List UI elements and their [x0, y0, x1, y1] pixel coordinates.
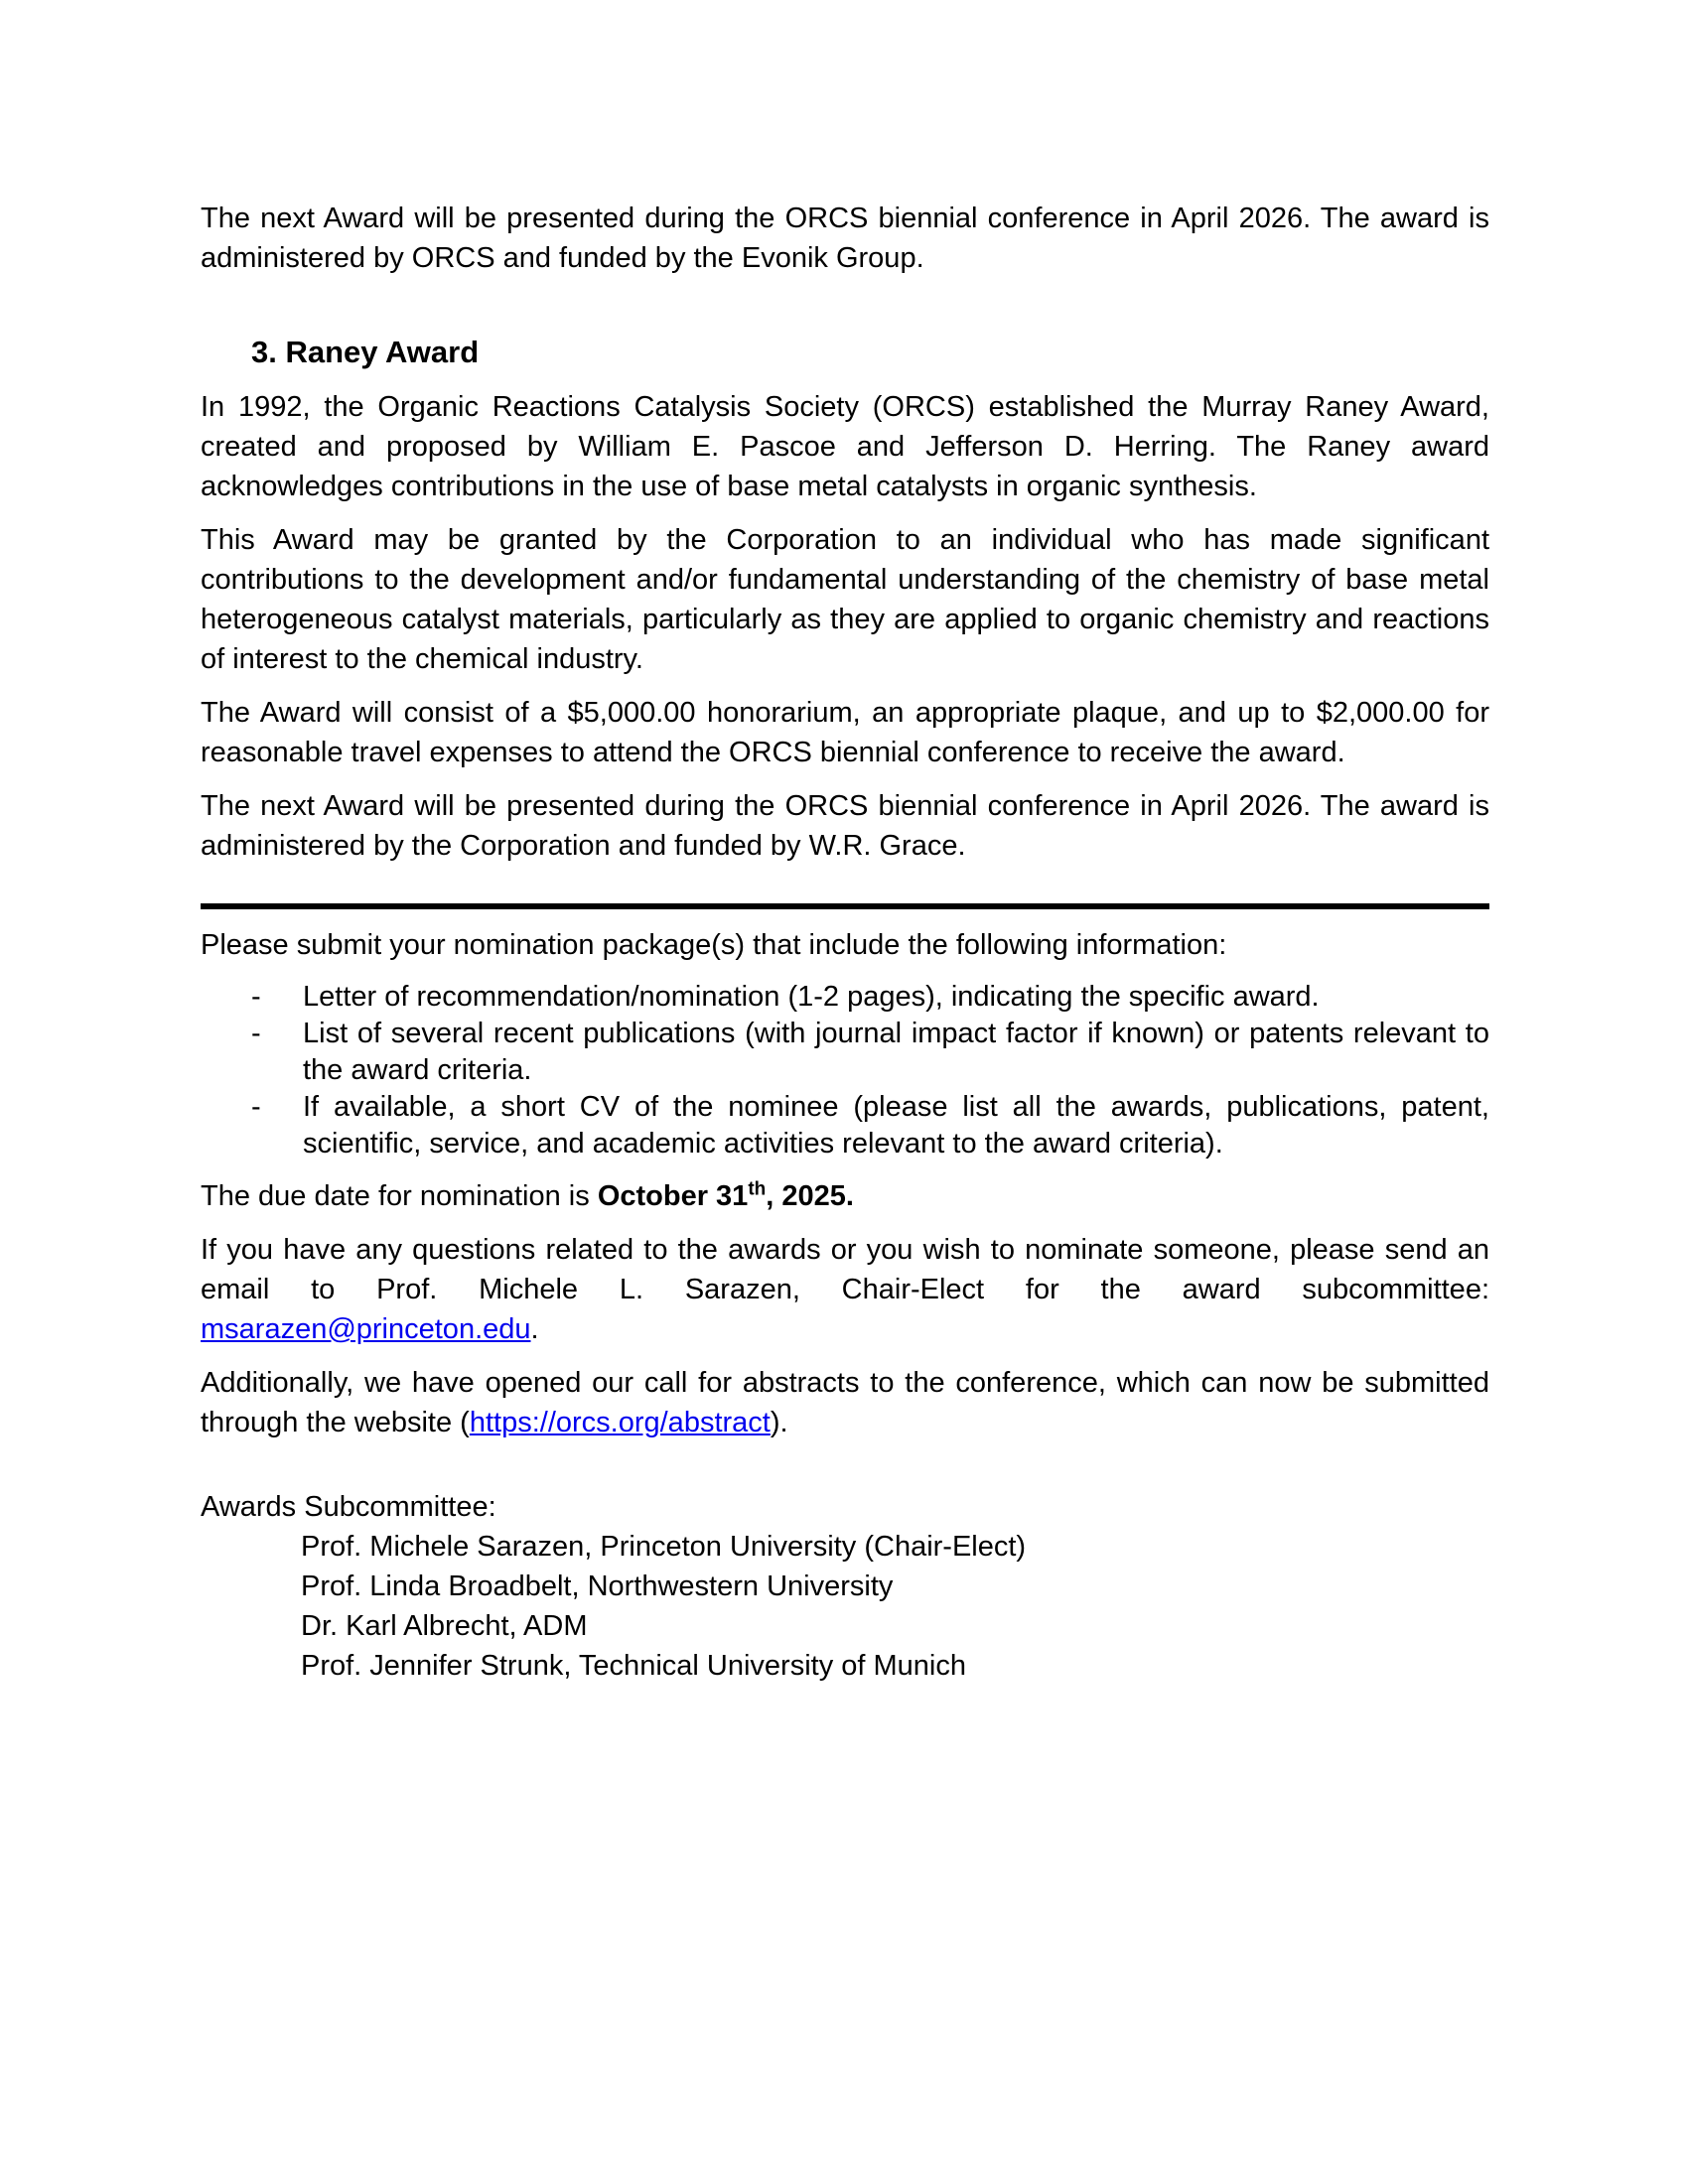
- section-divider: [201, 903, 1489, 909]
- committee-heading: Awards Subcommittee:: [201, 1491, 496, 1523]
- nomination-item: [251, 1089, 1489, 1162]
- nomination-list: [201, 979, 1489, 1162]
- heading-raney-award: 3. Raney Award: [251, 335, 480, 369]
- committee-member: Prof. Jennifer Strunk, Technical University of Munich: [301, 1650, 966, 1682]
- paragraph-submission-intro: Please submit your nomination package(s) that include the following information:: [201, 929, 1227, 961]
- paragraph-abstracts: [201, 1363, 1489, 1442]
- dash-bullet: -: [251, 981, 261, 1013]
- contact-text: If you have any questions related to the awards or you wish to nominate someone, please send an email to Prof. Michele L. Sarazen, Chair-Elect for the award subcommittee:: [201, 1234, 1489, 1305]
- due-date-prefix: The due date for nomination is: [201, 1180, 598, 1212]
- dash-bullet: -: [251, 1018, 261, 1049]
- nomination-item-text: If available, a short CV of the nominee (please list all the awards, publications, patent, scientific, service, and academic activities relevant to the award criteria).: [303, 1091, 1489, 1160]
- paragraph-raney-eligibility: This Award may be granted by the Corporation to an individual who has made significant contributions to the development and/or fundamental understanding of the chemistry of base metal heterogeneous catalyst materials, particularly as they are applied to organic chemistry and reactions of interest to the chemical industry.: [201, 524, 1489, 675]
- committee-member: Prof. Linda Broadbelt, Northwestern University: [301, 1570, 894, 1602]
- email-link[interactable]: msarazen@princeton.edu: [201, 1313, 531, 1345]
- nomination-item: [251, 979, 1489, 1016]
- paragraph-raney-prize: The Award will consist of a $5,000.00 honorarium, an appropriate plaque, and up to $2,000.00 for reasonable travel expenses to attend the ORCS biennial conference to receive the award.: [201, 697, 1489, 768]
- abstract-url-link[interactable]: https://orcs.org/abstract: [469, 1407, 771, 1438]
- committee-list: [201, 1527, 1489, 1686]
- committee-member: Prof. Michele Sarazen, Princeton University (Chair-Elect): [301, 1531, 1027, 1563]
- dash-bullet: -: [251, 1091, 261, 1123]
- abstracts-text: Additionally, we have opened our call for abstracts to the conference, which can now be submitted through the website (: [201, 1367, 1489, 1438]
- due-date-superscript: th: [748, 1178, 767, 1200]
- document-content: [201, 0, 1489, 1686]
- nomination-item-text: Letter of recommendation/nomination (1-2 pages), indicating the specific award.: [303, 981, 1320, 1013]
- nomination-item: [251, 1016, 1489, 1089]
- paragraph-raney-presentation: The next Award will be presented during the ORCS biennial conference in April 2026. The award is administered by the Corporation and funded by W.R. Grace.: [201, 790, 1489, 862]
- paragraph-due-date: [201, 1176, 1489, 1216]
- due-date-tail: , 2025.: [766, 1180, 854, 1212]
- paragraph-evonik-presentation: The next Award will be presented during the ORCS biennial conference in April 2026. The award is administered by ORCS and funded by the Evonik Group.: [201, 203, 1489, 274]
- paragraph-raney-history: In 1992, the Organic Reactions Catalysis Society (ORCS) established the Murray Raney Award, created and proposed by William E. Pascoe and Jefferson D. Herring. The Raney award acknowledges contributions in the use of base metal catalysts in organic synthesis.: [201, 391, 1489, 502]
- paragraph-contact: [201, 1230, 1489, 1349]
- nomination-item-text: List of several recent publications (with journal impact factor if known) or patents relevant to the award criteria.: [303, 1018, 1489, 1086]
- abstracts-text-after: ).: [770, 1407, 788, 1438]
- committee-member: Dr. Karl Albrecht, ADM: [301, 1610, 588, 1642]
- due-date-bold: October 31: [597, 1180, 749, 1212]
- contact-text-after: .: [530, 1313, 539, 1345]
